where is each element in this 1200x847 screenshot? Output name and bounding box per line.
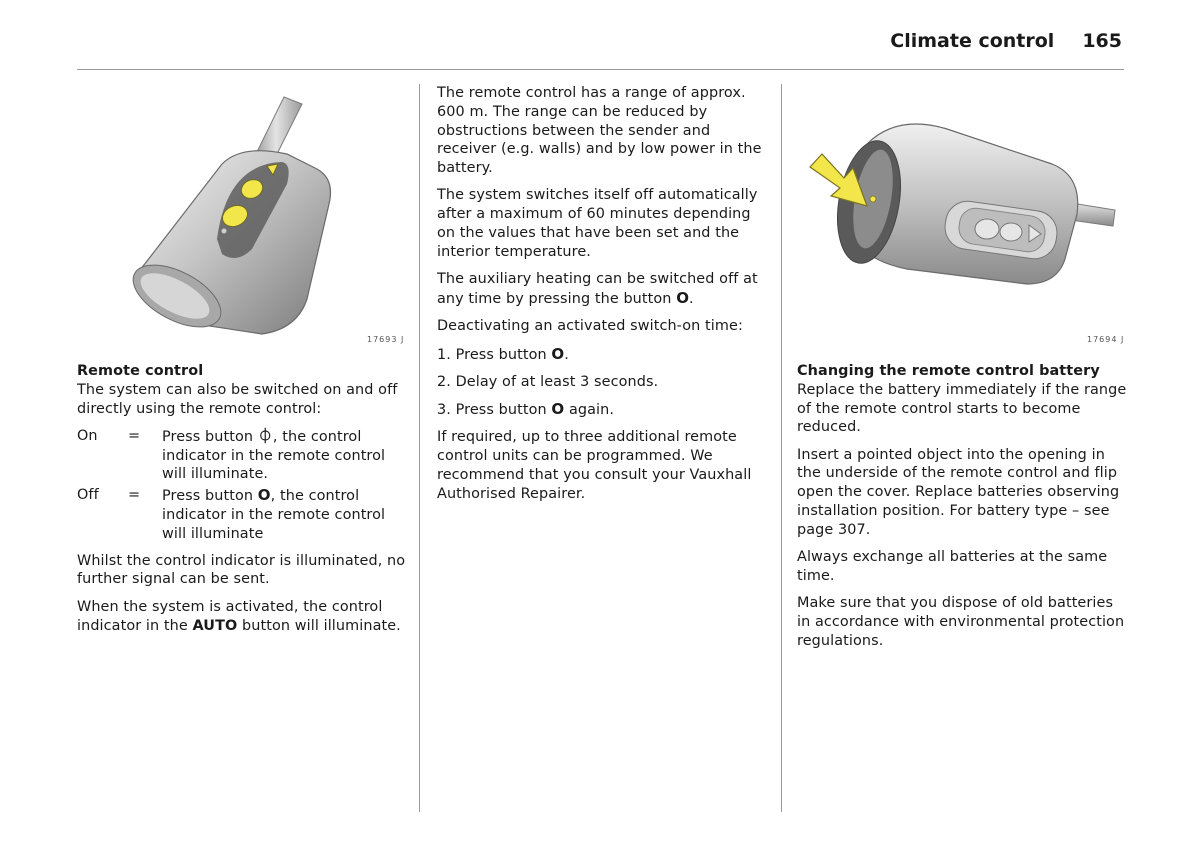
step-2: 2. Delay of at least 3 seconds. [437,373,659,390]
remote-control-figure [77,84,407,354]
on-label: On [77,427,98,444]
off-label: Off [77,487,99,504]
text: Press button [162,488,258,505]
paragraph: Deactivating an activated switch-on time: [437,318,743,335]
section-heading: Changing the remote control battery [797,363,1100,379]
column-2 [437,84,765,512]
text: button will illuminate. [237,617,401,634]
text: Press button [162,428,258,445]
paragraph: Whilst the control indicator is illuminated, no further signal can be sent. [77,552,406,588]
step-1 [437,345,765,365]
paragraph: The system switches itself off automatically after a maximum of 60 minutes depending on the values that have been set and the interior temperature. [437,187,758,260]
page-number: 165 [1082,30,1122,52]
text: . [689,290,694,307]
column-divider-2 [781,84,782,812]
column-3 [797,84,1127,659]
figure-code: 17694 J [1087,335,1125,344]
equals-sign: = [128,427,141,444]
power-button-icon: ⏀ [257,426,273,445]
paragraph: The remote control has a range of approx. 600 m. The range can be reduced by obstructions between the sender and receiver (e.g. walls) and by low power in the battery. [437,85,762,177]
page-title: Climate control [890,30,1055,52]
on-definition [77,427,407,484]
figure-code: 17693 J [367,335,405,344]
off-description [162,486,407,543]
paragraph: If required, up to three additional remote control units can be programmed. We recommend that you consult your Vauxhall Authorised Repairer. [437,429,752,502]
text: 1. Press button [437,346,552,363]
header-divider [77,69,1124,70]
paragraph [437,270,765,309]
paragraph: Insert a pointed object into the opening in the underside of the remote control and flip open the cover. Replace batteries observing installation position. For battery type – see page 307. [797,446,1120,538]
text: again. [564,402,615,419]
paragraph: Make sure that you dispose of old batteries in accordance with environmental protection regulations. [797,595,1125,649]
paragraph: The system can also be switched on and off directly using the remote control: [77,381,398,417]
off-button-icon: O [257,486,271,505]
auto-label: AUTO [192,617,238,634]
column-1 [77,84,407,644]
text: , the control indicator in the remote control will illuminate. [162,428,386,483]
on-description [162,427,407,484]
text: . [564,346,569,363]
off-button-icon: O [551,344,565,363]
paragraph [77,598,407,636]
paragraph: Always exchange all batteries at the same time. [797,549,1108,584]
off-button-icon: O [676,288,690,307]
text: When the system is activated, the control indicator in the [77,598,383,634]
section-heading: Remote control [77,363,204,379]
column-divider-1 [419,84,420,812]
text: , the control indicator in the remote control will illuminate [162,488,386,542]
equals-sign: = [128,487,141,504]
text: The auxiliary heating can be switched off at any time by pressing the button [437,271,758,307]
off-button-icon: O [551,400,565,419]
paragraph: Replace the battery immediately if the range of the remote control starts to become reduced. [797,381,1127,436]
remote-control-illustration [77,84,407,354]
off-definition [77,486,407,543]
page-header [890,30,1122,52]
battery-change-figure [797,84,1127,354]
step-3 [437,400,765,420]
text: 3. Press button [437,402,552,419]
battery-change-illustration [797,84,1127,354]
